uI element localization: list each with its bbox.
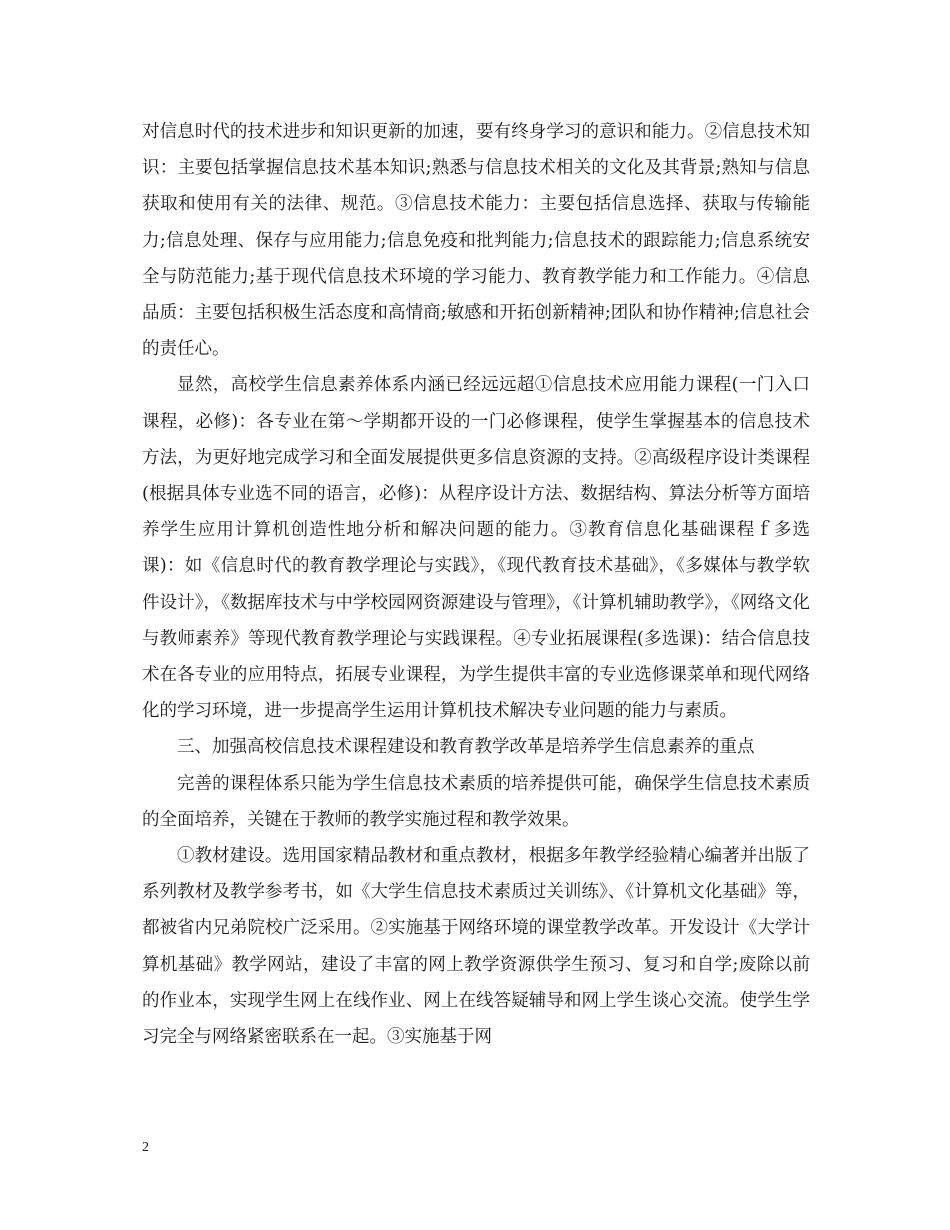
section-heading: 三、加强高校信息技术课程建设和教育教学改革是培养学生信息素养的重点 xyxy=(177,737,755,758)
paragraph-textbook: ①教材建设。选用国家精品教材和重点教材，根据多年教学经验精心编著并出版了系列教材及教学参考书，如《大学生信息技术素质过关训练》、《计算机文化基础》等，都被省内兄弟院校广泛采用。②实施基于网络环境的课堂教学改革。开发设计《大学计算机基础》教学网站，建设了丰富的网上教学资源供学生预习、复习和自学;废除以前的作业本，实现学生网上在线作业、网上在线答疑辅导和网上学生谈心交流。使学生学习完全与网络紧密联系在一起。③实施基于网 xyxy=(142,846,810,1048)
paragraph-teaching: 完善的课程体系只能为学生信息技术素质的培养提供可能，确保学生信息技术素质的全面培养，关键在于教师的教学实施过程和教学效果。 xyxy=(142,773,810,830)
page-number: 2 xyxy=(142,1140,149,1155)
body-text xyxy=(142,114,810,1055)
paragraph-continuation: 对信息时代的技术进步和知识更新的加速，要有终身学习的意识和能力。②信息技术知识：主要包括掌握信息技术基本知识;熟悉与信息技术相关的文化及其背景;熟知与信息获取和使用有关的法律、规范。③信息技术能力：主要包括信息选择、获取与传输能力;信息处理、保存与应用能力;信息免疫和批判能力;信息技术的跟踪能力;信息系统安全与防范能力;基于现代信息技术环境的学习能力、教育教学能力和工作能力。④信息品质：主要包括积极生活态度和高情商;敏感和开拓创新精神;团队和协作精神;信息社会的责任心。 xyxy=(142,122,810,360)
paragraph-curriculum: 显然，高校学生信息素养体系内涵已经远远超①信息技术应用能力课程(一门入口课程，必修)：各专业在第～学期都开设的一门必修课程，使学生掌握基本的信息技术方法，为更好地完成学习和全面发展提供更多信息资源的支持。②高级程序设计类课程(根据具体专业选不同的语言，必修)：从程序设计方法、数据结构、算法分析等方面培养学生应用计算机创造性地分析和解决问题的能力。③教育信息化基础课程ｆ多选课)：如《信息时代的教育教学理论与实践》，《现代教育技术基础》，《多媒体与教学软件设计》，《数据库技术与中学校园网资源建设与管理》，《计算机辅助教学》，《网络文化与教师素养》等现代教育教学理论与实践课程。④专业拓展课程(多选课)：结合信息技术在各专业的应用特点，拓展专业课程，为学生提供丰富的专业选修课菜单和现代网络化的学习环境，进一步提高学生运用计算机技术解决专业问题的能力与素质。 xyxy=(142,375,810,722)
